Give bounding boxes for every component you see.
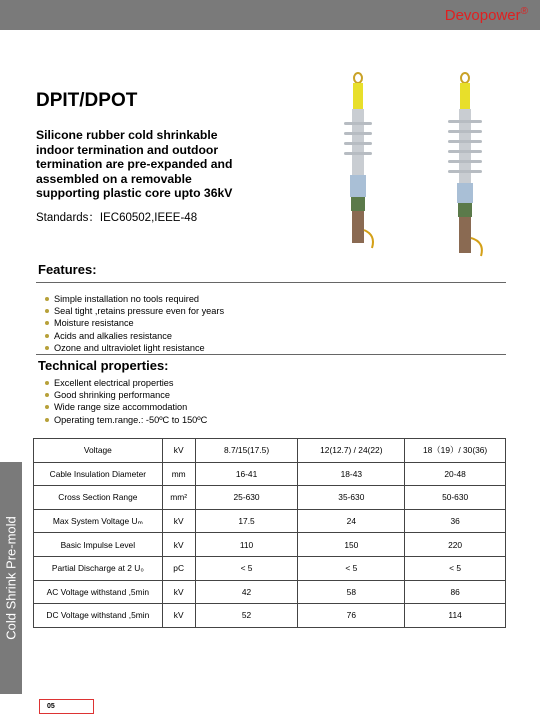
top-bar	[0, 0, 540, 30]
features-item: Seal tight ,retains pressure even for years	[45, 305, 224, 317]
features-item: Acids and alkalies resistance	[45, 330, 224, 342]
stress-cone	[457, 183, 473, 203]
table-cell: 42	[195, 580, 298, 604]
table-cell: 25-630	[195, 486, 298, 510]
table-row	[34, 533, 506, 557]
table-header-cell: kV	[162, 439, 195, 463]
table-cell: Cross Section Range	[34, 486, 163, 510]
cable-sheath	[352, 211, 364, 243]
table-row	[34, 462, 506, 486]
table-row	[34, 486, 506, 510]
table-cell: 20-48	[405, 462, 506, 486]
technical-item: Excellent electrical properties	[45, 377, 207, 389]
features-bottom-rule	[36, 354, 506, 355]
table-row	[34, 509, 506, 533]
stress-cone	[350, 175, 366, 197]
standards-line: Standards：IEC60502,IEEE-48	[36, 212, 198, 224]
table-cell: mm²	[162, 486, 195, 510]
features-heading: Features:	[38, 262, 97, 277]
table-cell: AC Voltage withstand ,5min	[34, 580, 163, 604]
table-cell: 150	[298, 533, 405, 557]
table-cell: 50-630	[405, 486, 506, 510]
side-section-tab	[0, 462, 22, 694]
table-row	[34, 580, 506, 604]
table-cell: 220	[405, 533, 506, 557]
table-cell: Max System Voltage Uₘ	[34, 509, 163, 533]
technical-list	[45, 377, 207, 426]
table-header-cell: Voltage	[34, 439, 163, 463]
indoor-termination-image	[336, 70, 381, 250]
side-tab-label: Cold Shrink Pre-mold	[3, 516, 19, 640]
table-header-cell: 18（19）/ 30(36)	[405, 439, 506, 463]
table-cell: kV	[162, 533, 195, 557]
table-cell: < 5	[298, 556, 405, 580]
product-title: DPIT/DPOT	[36, 90, 138, 111]
earth-wire	[364, 230, 373, 248]
table-cell: kV	[162, 580, 195, 604]
table-row	[34, 604, 506, 628]
lug-body	[460, 83, 470, 109]
table-cell: kV	[162, 509, 195, 533]
brand-logo	[445, 6, 528, 24]
table-header-cell: 12(12.7) / 24(22)	[298, 439, 405, 463]
earth-wire	[471, 238, 482, 256]
features-top-rule	[36, 282, 506, 283]
table-cell: < 5	[195, 556, 298, 580]
product-description: Silicone rubber cold shrinkable indoor termination and outdoor termination are pre-expanded and assembled on a removable supporting plastic core upto 36kV	[36, 128, 233, 200]
table-cell: 114	[405, 604, 506, 628]
outdoor-termination-image	[443, 70, 493, 260]
table-cell: Basic Impulse Level	[34, 533, 163, 557]
table-cell: 86	[405, 580, 506, 604]
lug-ring	[354, 73, 362, 83]
lug-ring	[461, 73, 469, 83]
table-cell: 16-41	[195, 462, 298, 486]
table-row	[34, 556, 506, 580]
features-list	[45, 293, 224, 354]
features-item: Moisture resistance	[45, 317, 224, 329]
earth-section	[458, 203, 472, 217]
table-cell: 18-43	[298, 462, 405, 486]
page-number: 05	[39, 699, 94, 714]
table-cell: < 5	[405, 556, 506, 580]
table-cell: Cable Insulation Diameter	[34, 462, 163, 486]
technical-heading: Technical properties:	[38, 358, 169, 373]
table-cell: mm	[162, 462, 195, 486]
table-cell: 17.5	[195, 509, 298, 533]
table-cell: Partial Discharge at 2 U₀	[34, 556, 163, 580]
table-cell: 35-630	[298, 486, 405, 510]
spec-table	[33, 438, 506, 628]
lug-body	[353, 83, 363, 109]
features-item: Simple installation no tools required	[45, 293, 224, 305]
registered-mark: ®	[520, 6, 528, 17]
table-cell: 76	[298, 604, 405, 628]
table-cell: 52	[195, 604, 298, 628]
cable-sheath	[459, 217, 471, 253]
features-item: Ozone and ultraviolet light resistance	[45, 342, 224, 354]
table-header-cell: 8.7/15(17.5)	[195, 439, 298, 463]
technical-item: Good shrinking performance	[45, 389, 207, 401]
earth-section	[351, 197, 365, 211]
technical-item: Wide range size accommodation	[45, 401, 207, 413]
technical-item: Operating tem.range.: -50ºC to 150ºC	[45, 414, 207, 426]
table-cell: 36	[405, 509, 506, 533]
table-header-row	[34, 439, 506, 463]
table-cell: 58	[298, 580, 405, 604]
table-cell: DC Voltage withstand ,5min	[34, 604, 163, 628]
table-cell: kV	[162, 604, 195, 628]
table-cell: 24	[298, 509, 405, 533]
table-cell: 110	[195, 533, 298, 557]
brand-name: Devopower	[444, 7, 521, 24]
table-cell: pC	[162, 556, 195, 580]
